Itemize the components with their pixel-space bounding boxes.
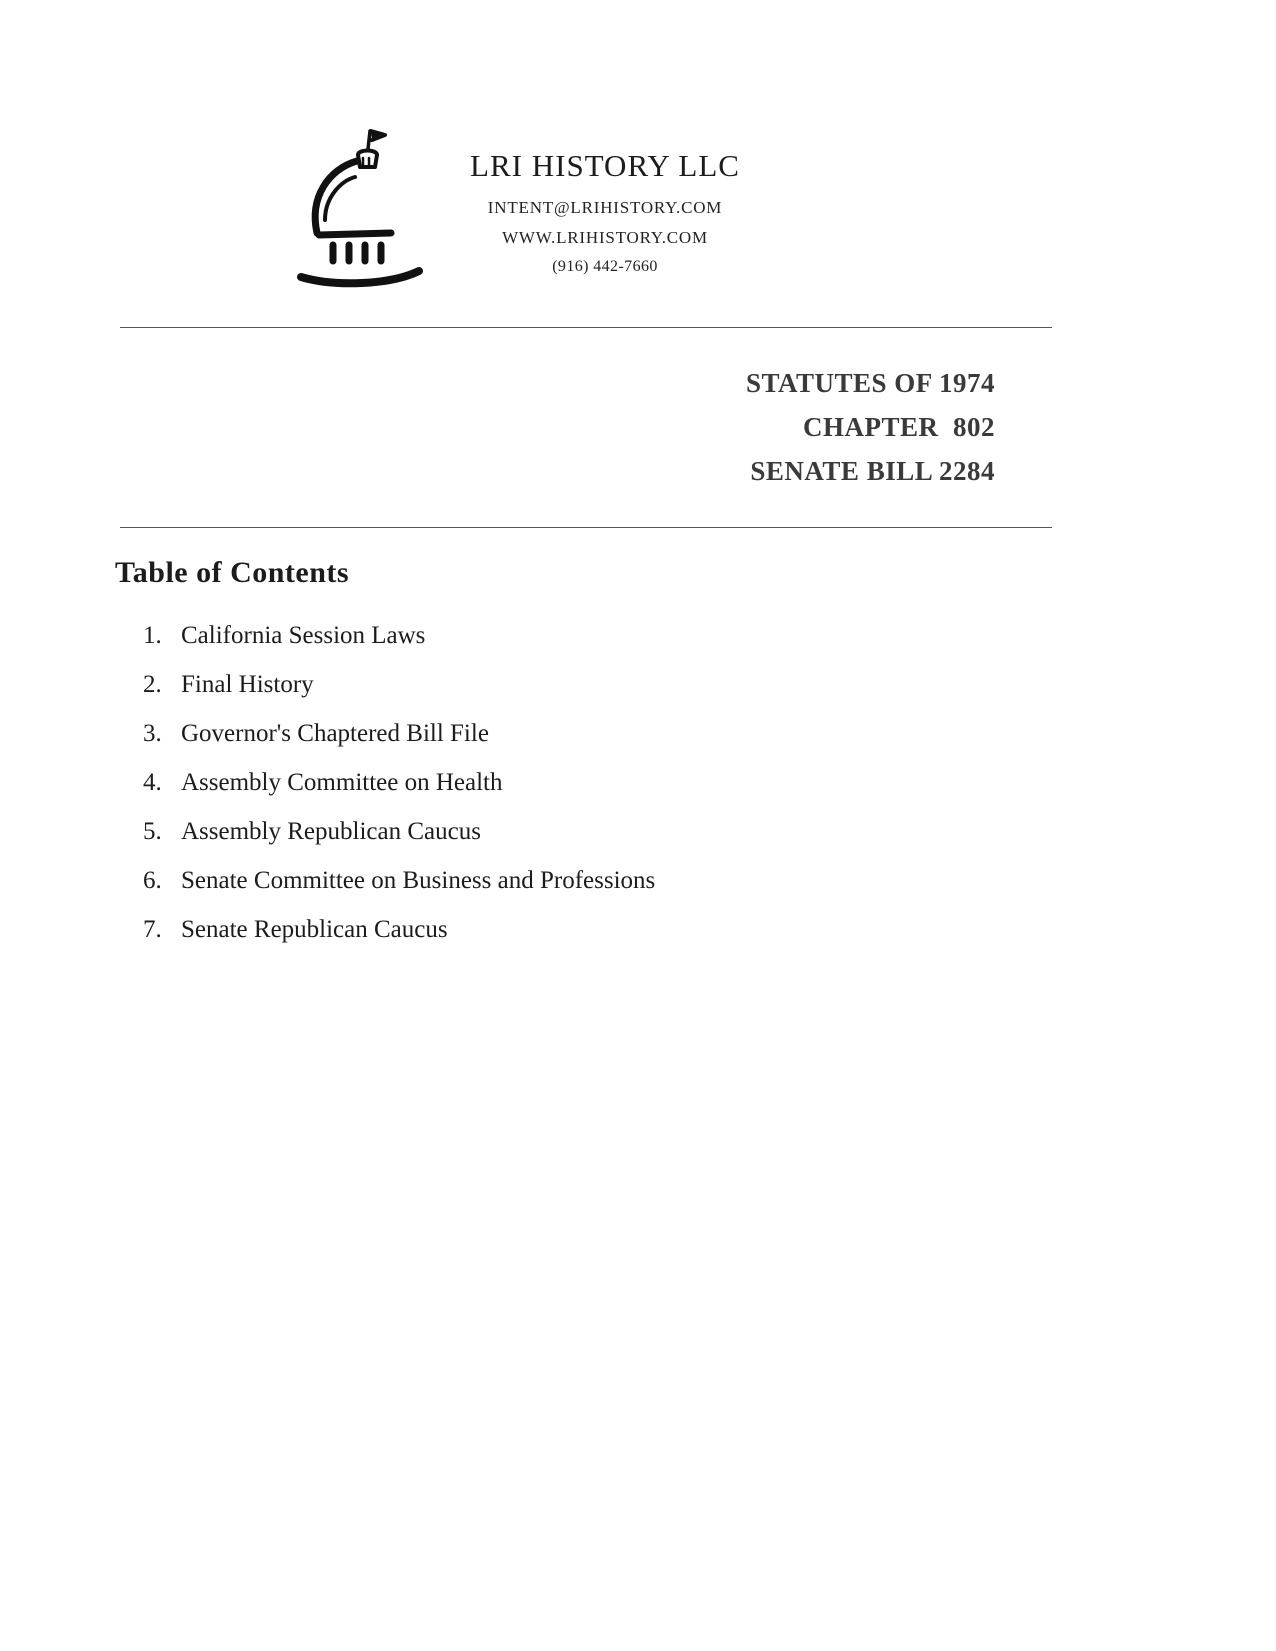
toc-item-number: 1. (143, 622, 162, 649)
toc-item-number: 6. (143, 867, 162, 894)
toc-item (143, 818, 943, 846)
toc-heading: Table of Contents (115, 556, 350, 589)
toc-item-number: 3. (143, 720, 162, 747)
toc-item-label: Governor's Chaptered Bill File (181, 720, 489, 747)
toc-item-label: Senate Republican Caucus (181, 916, 448, 943)
company-phone: (916) 442-7660 (552, 258, 658, 275)
toc-list (143, 622, 943, 965)
toc-item (143, 720, 943, 748)
company-email: INTENT@LRIHISTORY.COM (487, 198, 723, 217)
toc-item-number: 4. (143, 769, 162, 796)
toc-item (143, 622, 943, 650)
chapter-line: CHAPTER 802 (802, 412, 995, 442)
toc-item-number: 7. (143, 916, 162, 943)
toc-item (143, 671, 943, 699)
toc-item (143, 867, 943, 895)
statutes-year-line: STATUTES OF 1974 (745, 368, 995, 398)
toc-item-label: California Session Laws (181, 622, 426, 649)
statute-title-block (746, 368, 995, 500)
toc-item (143, 769, 943, 797)
divider-bottom (120, 527, 1052, 528)
toc-item-label: Senate Committee on Business and Professions (181, 867, 656, 894)
company-name: LRI HISTORY LLC (470, 148, 740, 183)
company-website: WWW.LRIHISTORY.COM (502, 228, 708, 247)
toc-item-label: Assembly Republican Caucus (181, 818, 481, 845)
capitol-dome-logo-icon (295, 125, 435, 290)
senate-bill-line: SENATE BILL 2284 (750, 456, 995, 486)
toc-item-number: 2. (143, 671, 162, 698)
toc-item-label: Final History (181, 671, 314, 698)
letterhead (430, 148, 780, 276)
toc-item-label: Assembly Committee on Health (181, 769, 503, 796)
divider-top (120, 327, 1052, 328)
toc-item (143, 916, 943, 944)
toc-item-number: 5. (143, 818, 162, 845)
